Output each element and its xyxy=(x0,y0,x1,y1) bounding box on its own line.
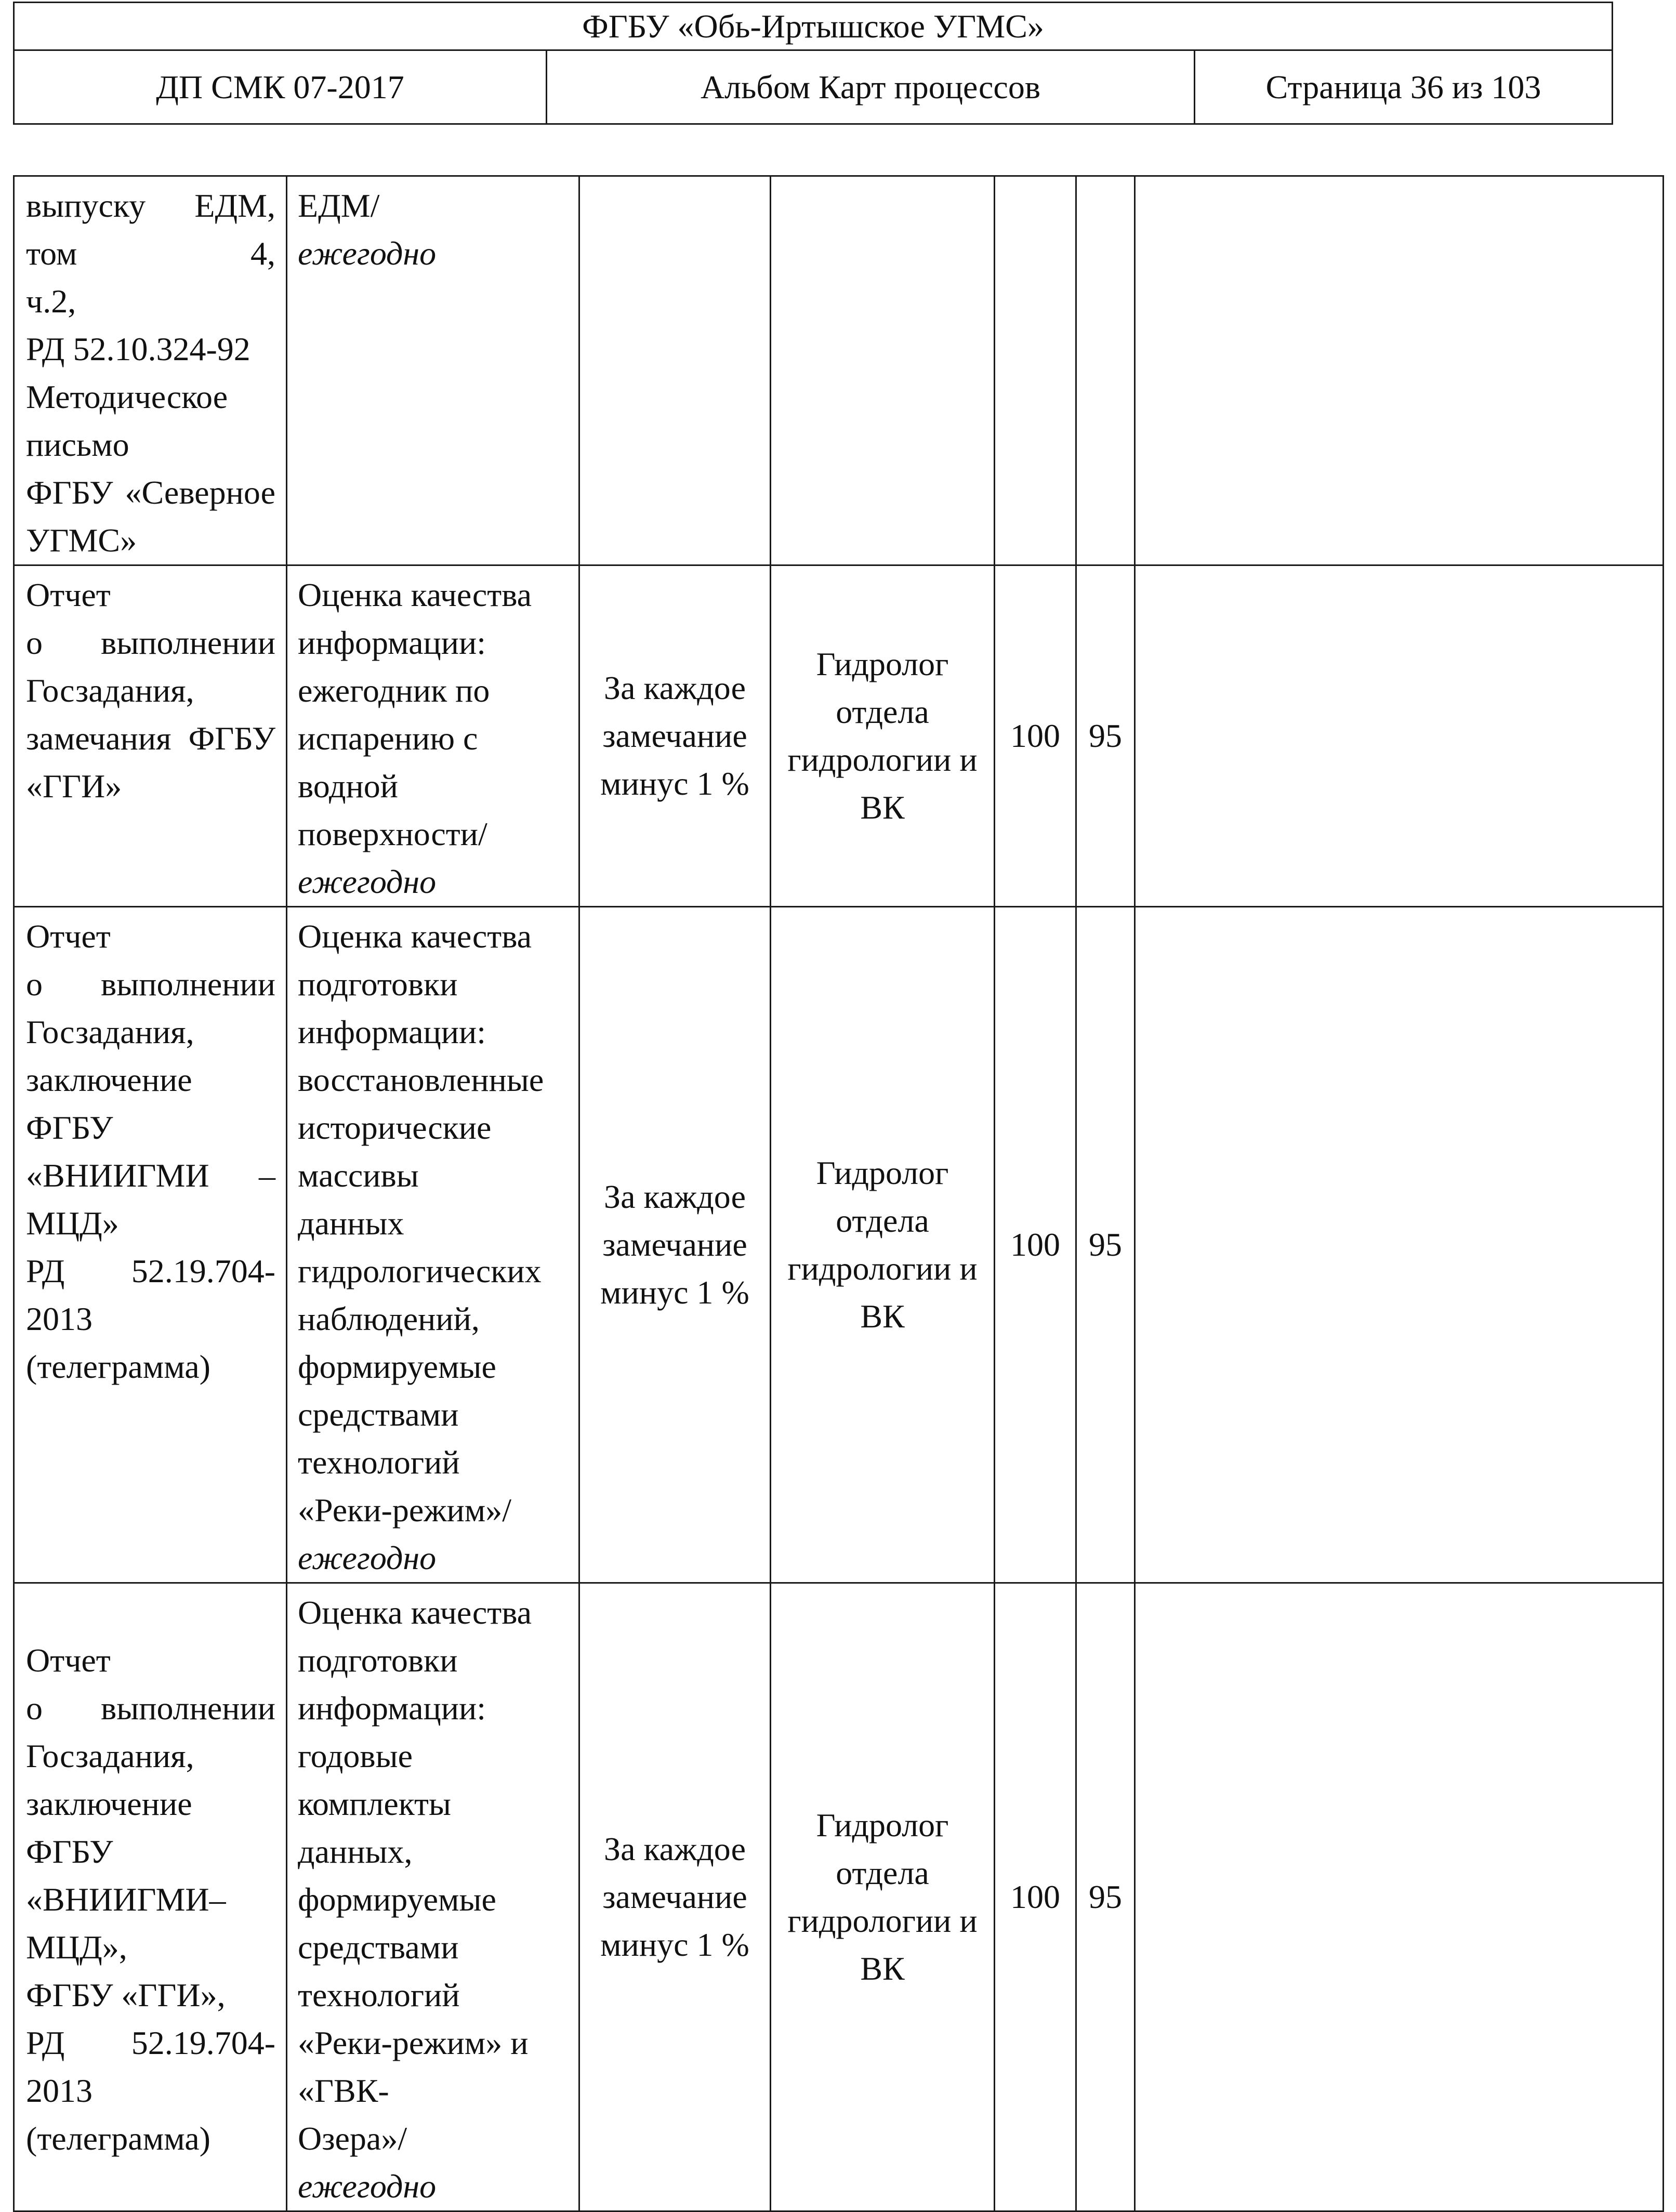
responsible-cell xyxy=(771,907,995,1583)
threshold-cell: 95 xyxy=(1076,1583,1135,2211)
method-cell xyxy=(579,1583,771,2211)
target-cell xyxy=(995,176,1076,565)
source-line: (телеграмма) xyxy=(26,1348,210,1385)
criterion-line: испарению с водной xyxy=(298,720,478,805)
criterion-line: формируемые xyxy=(298,1348,496,1385)
criterion-line: Оценка качества xyxy=(298,918,532,955)
criterion-line: подготовки xyxy=(298,966,458,1003)
criterion-line: ЕДМ/ xyxy=(298,187,380,224)
criterion-line: средствами технологий xyxy=(298,1396,460,1481)
source-cell xyxy=(14,565,287,907)
source-line: УГМС» xyxy=(26,522,137,559)
source-line: Госзадания, xyxy=(26,1013,194,1050)
method-cell xyxy=(579,176,771,565)
criterion-line: подготовки xyxy=(298,1642,458,1679)
source-cell xyxy=(14,176,287,565)
criterion-line: информации: xyxy=(298,1013,486,1050)
threshold-cell: 95 xyxy=(1076,565,1135,907)
criterion-cell xyxy=(287,176,579,565)
table-row xyxy=(14,176,1664,565)
note-cell xyxy=(1135,1583,1664,2211)
method-line: замечание xyxy=(602,717,747,754)
method-line: минус 1 % xyxy=(600,765,749,802)
method-line: За каждое xyxy=(604,669,746,706)
source-line: Госзадания, xyxy=(26,1737,194,1774)
responsible-line: гидрологии и ВК xyxy=(787,741,978,826)
target-cell: 100 xyxy=(995,1583,1076,2211)
source-line: РД 52.19.704-2013 xyxy=(26,1253,275,1337)
source-line: «ВНИИГМИ–МЦД», xyxy=(26,1881,226,1966)
source-cell xyxy=(14,907,287,1583)
document-header xyxy=(13,2,1613,125)
source-line: ФГБУ «ГГИ», xyxy=(26,1977,226,2013)
responsible-line: Гидролог отдела xyxy=(816,646,949,730)
criterion-line: восстановленные xyxy=(298,1061,544,1098)
method-cell xyxy=(579,907,771,1583)
criterion-cell xyxy=(287,1583,579,2211)
source-line: Госзадания, xyxy=(26,672,194,709)
responsible-line: гидрологии и ВК xyxy=(787,1250,978,1335)
method-line: минус 1 % xyxy=(600,1274,749,1311)
source-line: ч.2, xyxy=(26,283,76,320)
criterion-line: информации: годовые xyxy=(298,1690,486,1774)
criterion-line: средствами технологий xyxy=(298,1929,460,2013)
note-cell xyxy=(1135,907,1664,1583)
target-cell: 100 xyxy=(995,907,1076,1583)
criterion-line: комплекты данных, xyxy=(298,1785,451,1870)
criterion-cell xyxy=(287,907,579,1583)
responsible-line: гидрологии и ВК xyxy=(787,1902,978,1987)
criterion-line: наблюдений, xyxy=(298,1300,480,1337)
table-row xyxy=(14,907,1664,1583)
method-line: За каждое xyxy=(604,1831,746,1867)
source-line: РД 52.19.704-2013 xyxy=(26,2024,275,2109)
criterion-line: Озера»/ xyxy=(298,2120,407,2157)
source-cell xyxy=(14,1583,287,2211)
threshold-cell xyxy=(1076,176,1135,565)
source-line: о выполнении xyxy=(26,966,275,1003)
source-line: «ГГИ» xyxy=(26,768,122,805)
criterion-line: Оценка качества xyxy=(298,1594,532,1631)
source-line: Отчет xyxy=(26,1642,111,1679)
criterion-cell xyxy=(287,565,579,907)
source-line: заключение ФГБУ xyxy=(26,1785,192,1870)
criterion-line: данных xyxy=(298,1205,404,1242)
responsible-cell xyxy=(771,1583,995,2211)
method-line: минус 1 % xyxy=(600,1926,749,1963)
source-line: о выполнении xyxy=(26,624,275,661)
source-line: Отчет xyxy=(26,918,111,955)
criterion-line: поверхности/ xyxy=(298,815,487,852)
criterion-line: «Реки-режим» и «ГВК- xyxy=(298,2024,529,2109)
source-line: РД 52.10.324-92 xyxy=(26,331,250,367)
document-code: ДП СМК 07-2017 xyxy=(14,50,547,124)
criterion-period: ежегодно xyxy=(298,1539,437,1576)
criterion-line: исторические массивы xyxy=(298,1109,492,1194)
document-title: Альбом Карт процессов xyxy=(547,50,1195,124)
method-line: замечание xyxy=(602,1226,747,1263)
responsible-cell xyxy=(771,176,995,565)
source-line: ФГБУ «Северное xyxy=(26,474,275,511)
criterion-line: гидрологических xyxy=(298,1253,542,1289)
criterion-line: формируемые xyxy=(298,1881,496,1918)
criterion-period: ежегодно xyxy=(298,863,437,900)
process-card-table xyxy=(13,175,1664,2212)
method-line: замечание xyxy=(602,1878,747,1915)
source-line: заключение ФГБУ xyxy=(26,1061,192,1146)
table-row xyxy=(14,1583,1664,2211)
threshold-cell: 95 xyxy=(1076,907,1135,1583)
note-cell xyxy=(1135,176,1664,565)
criterion-line: информации: xyxy=(298,624,486,661)
responsible-line: Гидролог отдела xyxy=(816,1807,949,1891)
criterion-line: ежегодник по xyxy=(298,672,490,709)
source-line: замечания ФГБУ xyxy=(26,720,275,757)
source-line: Методическое письмо xyxy=(26,378,228,463)
source-line: Отчет xyxy=(26,576,111,613)
source-line: «ВНИИГМИ –МЦД» xyxy=(26,1157,275,1242)
criterion-period: ежегодно xyxy=(298,235,437,272)
criterion-line: «Реки-режим»/ xyxy=(298,1492,511,1529)
responsible-cell xyxy=(771,565,995,907)
method-line: За каждое xyxy=(604,1178,746,1215)
criterion-period: ежегодно xyxy=(298,2168,437,2205)
source-line: (телеграмма) xyxy=(26,2120,210,2157)
organization-name: ФГБУ «Обь-Иртышское УГМС» xyxy=(14,3,1613,50)
target-cell: 100 xyxy=(995,565,1076,907)
note-cell xyxy=(1135,565,1664,907)
source-line: выпуску ЕДМ, том 4, xyxy=(26,187,275,272)
responsible-line: Гидролог отдела xyxy=(816,1154,949,1239)
criterion-line: Оценка качества xyxy=(298,576,532,613)
method-cell xyxy=(579,565,771,907)
page-number: Страница 36 из 103 xyxy=(1195,50,1613,124)
source-line: о выполнении xyxy=(26,1690,275,1727)
table-row xyxy=(14,565,1664,907)
